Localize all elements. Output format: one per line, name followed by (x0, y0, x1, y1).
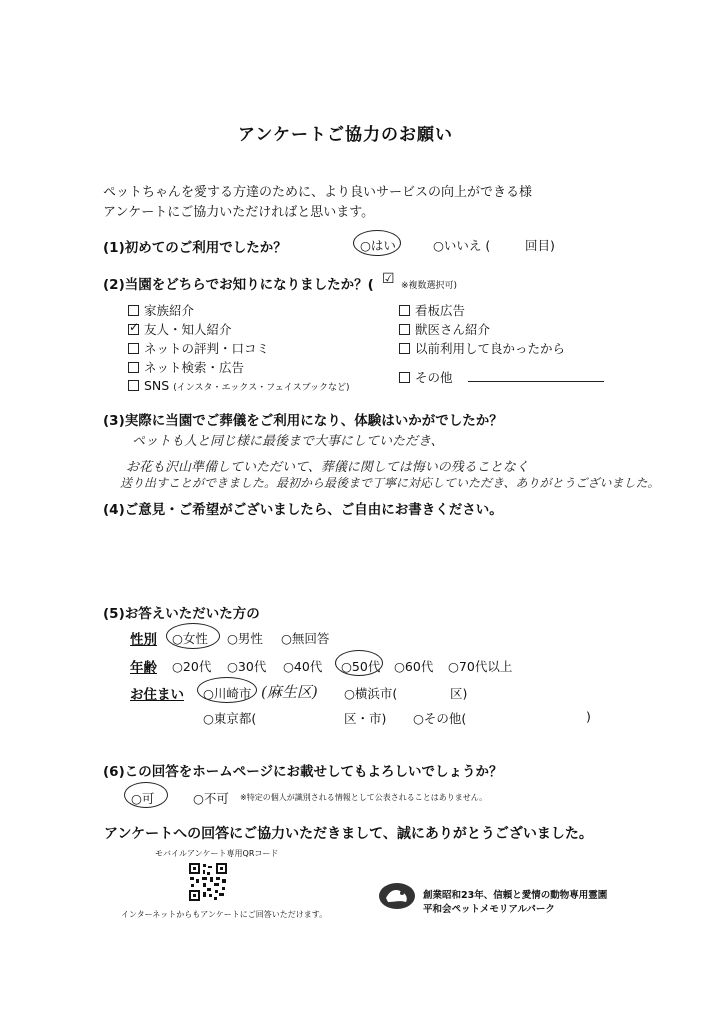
q2-option-friend[interactable]: ✓ 友人・知人紹介 (129, 320, 232, 337)
address-tokyo-option[interactable]: ○東京都( (203, 711, 257, 726)
checkbox-icon[interactable] (399, 372, 410, 383)
q2-option-family[interactable]: 家族紹介 (128, 301, 194, 319)
page-title: アンケートご協力のお願い (238, 125, 453, 145)
tokyo-ku-shi-label: 区・市) (344, 711, 387, 726)
intro-line-1: ペットちゃんを愛する方達のために、より良いサービスの向上ができる様 (103, 185, 533, 200)
age-20s-option[interactable]: ○20代 (172, 659, 212, 674)
q3-label: (3)実際に当園でご葬儀をご利用になり、体験はいかがでしたか？ (103, 413, 503, 429)
address-label: お住まい (130, 687, 184, 703)
q6-ok-circle-mark (124, 782, 168, 808)
gender-female-circle-mark (166, 623, 220, 649)
address-other-option[interactable]: ○その他( (413, 711, 467, 726)
thanks-message: アンケートへの回答にご協力いただきまして、誠にありがとうございました。 (104, 826, 593, 842)
qr-caption: モバイルアンケート専用QRコード (155, 849, 279, 858)
q6-label: (6)この回答をホームページにお載せしてもよろしいでしょうか？ (103, 764, 503, 780)
checkbox-icon[interactable] (399, 305, 410, 316)
checkbox-icon[interactable] (399, 343, 410, 354)
q2-option-vet[interactable]: 獣医さん紹介 (399, 320, 490, 338)
checkmark-icon: ☑ (382, 271, 395, 287)
q2-other-line[interactable] (468, 381, 604, 382)
age-40s-option[interactable]: ○40代 (283, 659, 323, 674)
qr-code-icon[interactable] (188, 862, 228, 902)
q6-ng-option[interactable]: ○不可 (193, 791, 229, 806)
q3-answer-line-3: 送り出すことができました。最初から最後まで丁寧に対応していただき、ありがとうございました。 (120, 476, 660, 490)
q1-yes-option[interactable]: ○はい (360, 238, 396, 253)
company-slogan: 創業昭和23年、信頼と愛情の動物専用霊園 (423, 890, 608, 901)
gender-female-option[interactable]: ○女性 (172, 631, 208, 646)
age-50s-option[interactable]: ○50代 (341, 659, 381, 674)
q2-option-sns[interactable]: SNS (インスタ・エックス・フェイスブックなど) (128, 378, 350, 393)
company-name: 平和会ペットメモリアルパーク (423, 904, 555, 915)
q1-no-option[interactable]: ○いいえ ( (433, 238, 491, 253)
q1-times-label: 回目) (525, 238, 555, 253)
q5-label: (5)お答えいただいた方の (103, 606, 260, 622)
q3-answer-line-2: お花も沢山準備していただいて、葬儀に関しては悔いの残ることなく (126, 460, 529, 475)
checkbox-icon[interactable] (128, 343, 139, 354)
age-50s-circle-mark (335, 650, 383, 676)
q2-label: (2)当園をどちらでお知りになりましたか？( (103, 277, 374, 293)
q1-label: (1)初めてのご利用でしたか？ (103, 240, 287, 256)
checkbox-icon[interactable] (128, 305, 139, 316)
q3-answer-line-1: ペットも人と同じ様に最後まで大事にしていただき、 (132, 434, 444, 449)
checkbox-icon[interactable] (128, 362, 139, 373)
yokohama-ku-label: 区) (450, 686, 468, 701)
q2-option-signboard[interactable]: 看板広告 (399, 301, 465, 319)
gender-none-option[interactable]: ○無回答 (281, 631, 330, 646)
address-kawasaki-option[interactable]: ○川崎市 (203, 686, 252, 701)
q4-label: (4)ご意見・ご希望がございましたら、ご自由にお書きください。 (103, 502, 503, 518)
q2-option-other[interactable]: その他 (399, 368, 453, 386)
checked-checkbox-icon[interactable]: ✓ (129, 320, 140, 334)
company-logo-icon (378, 882, 416, 910)
address-yokohama-option[interactable]: ○横浜市( (344, 686, 398, 701)
intro-line-2: アンケートにご協力いただければと思います。 (103, 205, 375, 220)
other-close-paren: ) (586, 709, 591, 724)
age-70s-option[interactable]: ○70代以上 (448, 659, 513, 674)
ward-handwritten: (麻生区) (261, 683, 318, 701)
checkbox-icon[interactable] (128, 380, 139, 391)
q6-note: ※特定の個人が識別される情報として公表されることはありません。 (240, 793, 488, 802)
q2-multi-note: ※複数選択可) (401, 281, 458, 291)
gender-male-option[interactable]: ○男性 (227, 631, 263, 646)
kawasaki-circle-mark (197, 677, 257, 703)
qr-note: インターネットからもアンケートにご回答いただけます。 (121, 910, 328, 919)
q6-ok-option[interactable]: ○可 (131, 791, 155, 806)
checkbox-icon[interactable] (399, 324, 410, 335)
q2-option-net-review[interactable]: ネットの評判・口コミ (128, 339, 269, 357)
q2-option-net-search[interactable]: ネット検索・広告 (128, 358, 244, 376)
gender-label: 性別 (130, 632, 157, 648)
q2-option-previous[interactable]: 以前利用して良かったから (399, 339, 565, 357)
age-60s-option[interactable]: ○60代 (394, 659, 434, 674)
age-label: 年齢 (130, 660, 157, 676)
age-30s-option[interactable]: ○30代 (227, 659, 267, 674)
q1-yes-circle-mark (353, 230, 401, 256)
